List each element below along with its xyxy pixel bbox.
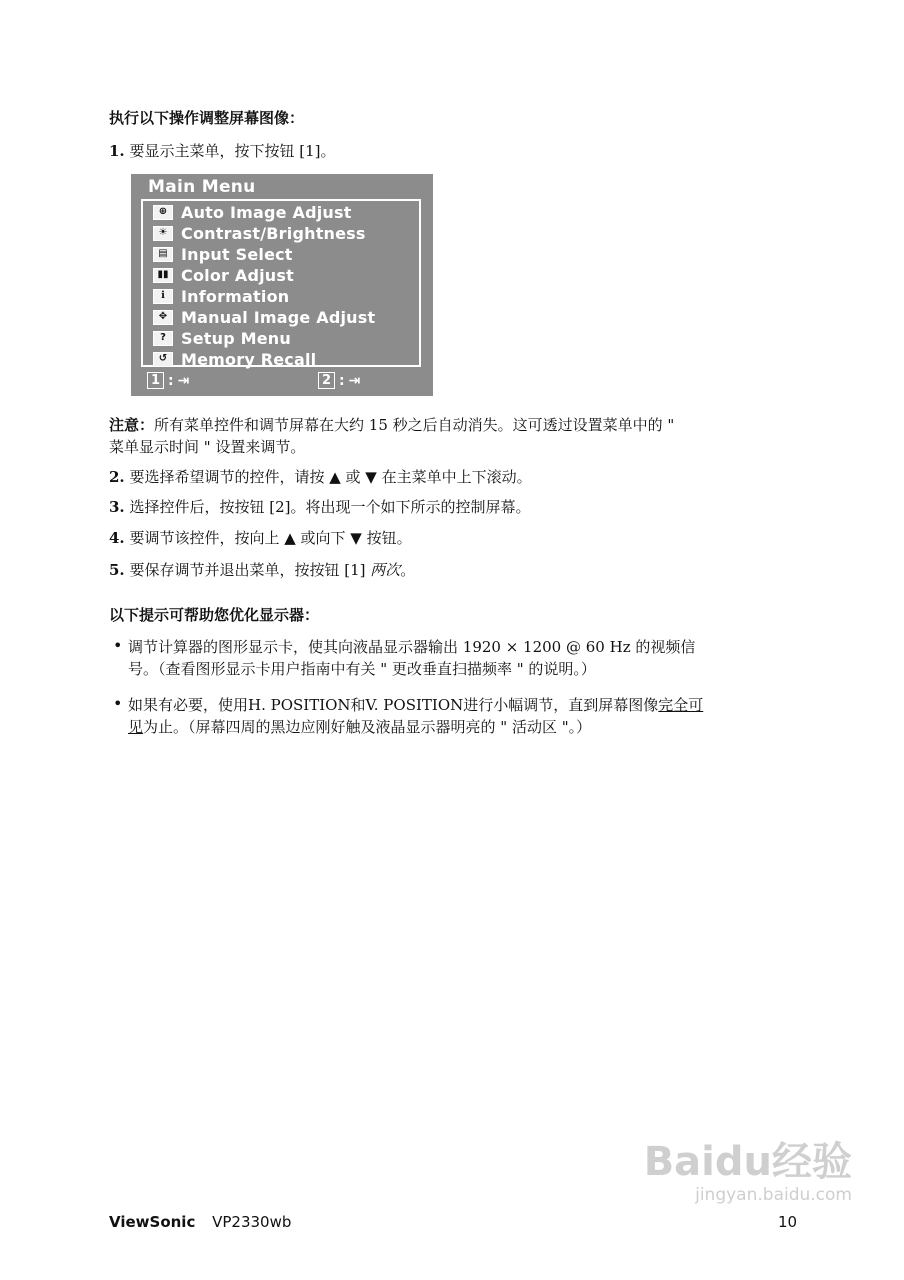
menu-item-label: Setup Menu: [181, 328, 291, 348]
step-1: [109, 140, 335, 162]
tip-text: 如果有必要，使用H. POSITION和V. POSITION进行小幅调节，直到屏幕图像: [128, 696, 659, 714]
tip-text: 为止。（屏幕四周的黑边应刚好触及液晶显示器明亮的 " 活动区 "。）: [143, 718, 592, 736]
enter-icon: ⇥: [348, 372, 361, 389]
step-3: [109, 496, 530, 518]
step-number: 5.: [109, 561, 125, 579]
footer-separator: :: [168, 372, 174, 389]
menu-item-color-adjust[interactable]: [153, 265, 294, 285]
exit-icon: ⇥: [177, 372, 190, 389]
step-2: [109, 466, 532, 488]
manual-adjust-icon: ✥: [153, 310, 173, 325]
color-adjust-icon: ▮▮: [153, 268, 173, 283]
note-label: 注意：: [109, 416, 155, 434]
footer-brand: ViewSonic: [109, 1213, 196, 1231]
step-4: [109, 527, 412, 549]
setup-menu-icon: ?: [153, 331, 173, 346]
section-heading-adjust: 执行以下操作调整屏幕图像：: [109, 109, 305, 127]
auto-adjust-icon: ⊕: [153, 205, 173, 220]
menu-item-label: Color Adjust: [181, 265, 294, 285]
step-number: 4.: [109, 529, 125, 547]
step-text: 要选择希望调节的控件，请按 ▲ 或 ▼ 在主菜单中上下滚动。: [129, 468, 532, 486]
footer-key-1: [147, 372, 189, 389]
footer-separator: :: [339, 372, 345, 389]
note-text: 所有菜单控件和调节屏幕在大约 15 秒之后自动消失。这可透过设置菜单中的 ": [154, 416, 675, 434]
tip-underlined-text: 完全可: [658, 696, 704, 714]
step-text: 要显示主菜单，按下按钮 [1]。: [129, 142, 336, 160]
input-select-icon: ▤: [153, 247, 173, 262]
step-5: [109, 559, 415, 581]
note-line-1: [109, 414, 674, 436]
menu-item-label: Memory Recall: [181, 349, 317, 369]
menu-item-label: Information: [181, 286, 290, 306]
bullet-icon: •: [113, 694, 123, 713]
main-menu-osd: [131, 174, 433, 396]
menu-item-label: Auto Image Adjust: [181, 202, 352, 222]
step-number: 3.: [109, 498, 125, 516]
bullet-icon: •: [113, 636, 123, 655]
menu-title: Main Menu: [148, 177, 256, 197]
menu-item-label: Manual Image Adjust: [181, 307, 376, 327]
tip-2-line-1: [128, 694, 703, 716]
contrast-brightness-icon: ☀: [153, 226, 173, 241]
page-number: 10: [778, 1213, 798, 1231]
watermark-logo: Baidu经验: [643, 1139, 852, 1185]
baidu-watermark: [644, 1140, 852, 1206]
key-2-box: 2: [318, 372, 335, 389]
note-line-2: 菜单显示时间 " 设置来调节。: [109, 438, 306, 456]
page-footer: [109, 1213, 291, 1231]
step-text: 要保存调节并退出菜单，按按钮 [1]: [129, 561, 371, 579]
step-number: 2.: [109, 468, 125, 486]
tip-underlined-text: 见: [128, 718, 144, 736]
watermark-url: jingyan.baidu.com: [695, 1185, 852, 1205]
memory-recall-icon: ↺: [153, 352, 173, 367]
menu-item-setup-menu[interactable]: [153, 328, 291, 348]
section-heading-tips: 以下提示可帮助您优化显示器：: [109, 606, 320, 624]
key-1-box: 1: [147, 372, 164, 389]
step-number: 1.: [109, 142, 125, 160]
step-emphasis: 两次: [370, 561, 401, 579]
step-text: 选择控件后，按按钮 [2]。将出现一个如下所示的控制屏幕。: [129, 498, 531, 516]
footer-model: VP2330wb: [212, 1213, 292, 1231]
menu-item-input-select[interactable]: [153, 244, 293, 264]
menu-item-memory-recall[interactable]: [153, 349, 316, 369]
menu-item-information[interactable]: [153, 286, 289, 306]
step-text-end: 。: [400, 561, 416, 579]
menu-item-manual-image-adjust[interactable]: [153, 307, 375, 327]
menu-item-auto-image-adjust[interactable]: [153, 202, 352, 222]
menu-item-contrast-brightness[interactable]: [153, 223, 366, 243]
tip-2-line-2: [128, 716, 591, 738]
menu-item-label: Input Select: [181, 244, 293, 264]
menu-item-label: Contrast/Brightness: [181, 223, 366, 243]
tip-1-line-1: 调节计算器的图形显示卡，使其向液晶显示器输出 1920 × 1200 @ 60 Hz 的视频信: [128, 638, 696, 656]
information-icon: ℹ: [153, 289, 173, 304]
tip-1-line-2: 号。（查看图形显示卡用户指南中有关 " 更改垂直扫描频率 " 的说明。）: [128, 660, 596, 678]
footer-key-2: [318, 372, 360, 389]
step-text: 要调节该控件，按向上 ▲ 或向下 ▼ 按钮。: [129, 529, 412, 547]
